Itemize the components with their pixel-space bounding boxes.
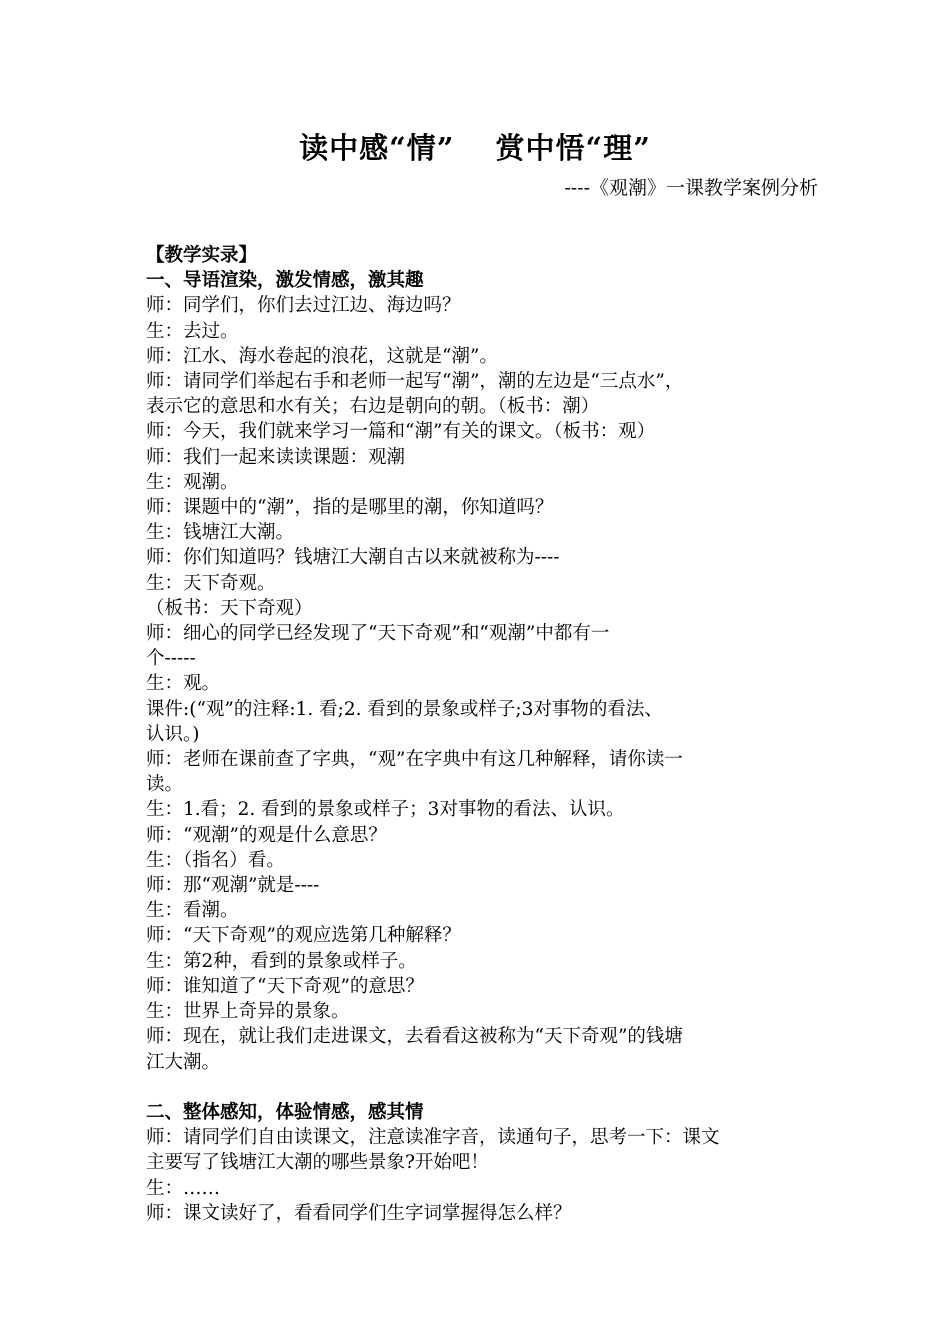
document-body (146, 243, 824, 1226)
text-line: 师：课文读好了，看看同学们生字词掌握得怎么样？ (146, 1202, 572, 1224)
text-line: 生：第2种，看到的景象或样子。 (146, 950, 417, 972)
text-line: 师：细心的同学已经发现了“天下奇观”和“观潮”中都有一 (146, 623, 610, 645)
text-line: 生：看潮。 (146, 900, 239, 922)
text-line: 生：天下奇观。 (146, 572, 276, 594)
text-line: 读。 (146, 774, 184, 796)
text-line: 生：观潮。 (146, 471, 239, 493)
text-line: 师：“观潮”的观是什么意思？ (146, 824, 387, 846)
text-line: 生：（指名）看。 (146, 849, 285, 871)
text-line: 师：请同学们举起右手和老师一起写“潮”，潮的左边是“三点水”， (146, 371, 684, 393)
document-subtitle: ----《观潮》一课教学案例分析 (564, 177, 818, 199)
text-line: 师：江水、海水卷起的浪花，这就是“潮”。 (146, 345, 498, 367)
text-line: 师：“天下奇观”的观应选第几种解释？ (146, 925, 461, 947)
text-line: 生：钱塘江大潮。 (146, 522, 295, 544)
text-line: 师：课题中的“潮”，指的是哪里的潮，你知道吗？ (146, 497, 554, 519)
text-line: 生：世界上奇异的景象。 (146, 1001, 350, 1023)
text-line: 江大潮。 (146, 1051, 221, 1073)
text-line: 课件:(“观”的注释:1. 看;2. 看到的景象或样子;3对事物的看法、 (146, 698, 663, 720)
text-line: 师：那“观潮”就是---- (146, 875, 320, 897)
section-heading: 二、整体感知，体验情感，感其情 (146, 1101, 424, 1123)
blank-line (146, 1075, 824, 1100)
text-line: 师：老师在课前查了字典，“观”在字典中有这几种解释，请你读一 (146, 749, 683, 771)
text-line: 师：你们知道吗？钱塘江大潮自古以来就被称为---- (146, 547, 560, 569)
section-heading: 一、导语渲染，激发情感，激其趣 (146, 270, 424, 292)
text-line: 师：谁知道了“天下奇观”的意思？ (146, 975, 424, 997)
text-line: 师：我们一起来读读课题：观潮 (146, 446, 406, 468)
text-line: 主要写了钱塘江大潮的哪些景象?开始吧！ (146, 1152, 489, 1174)
section-heading: 【教学实录】 (146, 245, 258, 266)
text-line: （板书：天下奇观） (146, 597, 313, 619)
text-line: 生：1.看；2. 看到的景象或样子；3对事物的看法、认识。 (146, 799, 625, 821)
text-line: 表示它的意思和水有关；右边是朝向的朝。（板书：潮） (146, 396, 600, 418)
text-line: 生：去过。 (146, 320, 239, 342)
text-line: 个----- (146, 648, 196, 670)
text-line: 生：…… (146, 1177, 221, 1199)
text-line: 师：今天，我们就来学习一篇和“潮”有关的课文。（板书：观） (146, 421, 656, 443)
text-line: 生：观。 (146, 673, 221, 695)
text-line: 师：现在，就让我们走进课文，去看看这被称为“天下奇观”的钱塘 (146, 1026, 683, 1048)
text-line: 认识。) (146, 723, 200, 745)
text-line: 师：同学们，你们去过江边、海边吗？ (146, 295, 461, 317)
document-title: 读中感“情” 赏中悟“理” (299, 131, 651, 165)
text-line: 师：请同学们自由读课文，注意读准字音，读通句子，思考一下：课文 (146, 1127, 720, 1149)
